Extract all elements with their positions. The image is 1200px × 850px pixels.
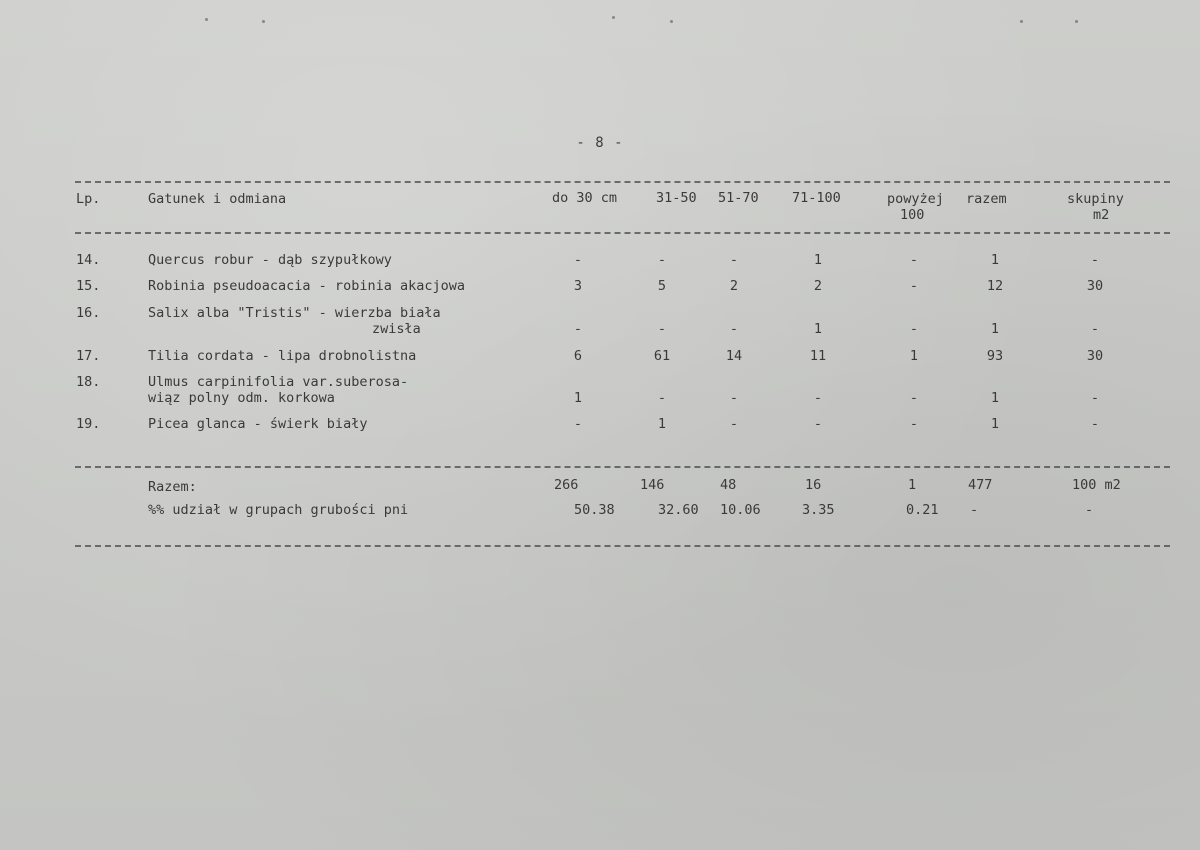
header-col-2: 31-50 [656,190,697,206]
row-total: 93 [986,348,1004,364]
row-col-4: - [813,390,823,406]
summary-percent-col-3: 10.06 [720,502,761,518]
row-total: 12 [986,278,1004,294]
summary-percent-col-2: 32.60 [658,502,699,518]
row-col-3: 14 [725,348,743,364]
row-col-1: - [573,416,583,432]
summary-total-col-4: 16 [805,477,822,493]
row-col-5: - [909,390,919,406]
row-total: 1 [990,390,1000,406]
row-lp: 15. [76,278,101,294]
row-col-5: - [909,252,919,268]
row-species: Ulmus carpinifolia var.suberosa- [148,374,409,390]
rule-body-end [75,466,1170,468]
header-col-1: do 30 cm [552,190,618,206]
row-lp: 18. [76,374,101,390]
row-col-1: 1 [573,390,583,406]
header-groups-b: m2 [1093,207,1110,223]
row-col-4: 2 [813,278,823,294]
header-col-4: 71-100 [792,190,841,206]
row-col-3: - [729,252,739,268]
row-col-3: - [729,390,739,406]
row-col-4: - [813,416,823,432]
header-total: razem [966,191,1007,207]
row-lp: 16. [76,305,101,321]
scan-speck [262,20,265,23]
header-col-5b: 100 [900,207,925,223]
rule-bottom [75,545,1170,547]
row-species-cont: zwisła [372,321,421,337]
row-groups: - [1090,252,1100,268]
row-species: Salix alba "Tristis" - wierzba biała [148,305,441,321]
row-species: Tilia cordata - lipa drobnolistna [148,348,417,364]
row-total: 1 [990,416,1000,432]
header-col-3: 51-70 [718,190,759,206]
page-number: - 8 - [576,135,624,151]
row-col-5: - [909,416,919,432]
summary-percent-groups: - [1085,502,1094,518]
summary-total-col-3: 48 [720,477,737,493]
header-lp: Lp. [76,191,101,207]
header-col-5a: powyżej [887,191,944,207]
row-col-2: 1 [657,416,667,432]
row-total: 1 [990,252,1000,268]
summary-percent-col-5: 0.21 [906,502,939,518]
row-species-cont: wiąz polny odm. korkowa [148,390,335,406]
row-total: 1 [990,321,1000,337]
row-groups: - [1090,321,1100,337]
summary-total-total: 477 [968,477,993,493]
row-col-5: - [909,278,919,294]
row-groups: - [1090,416,1100,432]
scan-speck [205,18,208,21]
scan-speck [612,16,615,19]
scan-speck [1020,20,1023,23]
row-col-4: 1 [813,321,823,337]
row-col-1: - [573,252,583,268]
rule-header [75,232,1170,234]
row-groups: 30 [1086,278,1104,294]
row-col-4: 11 [809,348,827,364]
row-col-2: - [657,252,667,268]
summary-percent-total: - [970,502,979,518]
summary-total-col-1: 266 [554,477,579,493]
row-col-3: - [729,321,739,337]
summary-total-groups: 100 m2 [1072,477,1121,493]
row-col-2: - [657,390,667,406]
row-col-5: 1 [909,348,919,364]
row-species: Quercus robur - dąb szypułkowy [148,252,392,268]
summary-total-col-5: 1 [908,477,917,493]
summary-percent-col-1: 50.38 [574,502,615,518]
row-species: Robinia pseudoacacia - robinia akacjowa [148,278,465,294]
summary-percent-label: %% udział w grupach grubości pni [148,502,409,518]
scan-speck [670,20,673,23]
row-groups: - [1090,390,1100,406]
row-lp: 19. [76,416,101,432]
row-col-2: - [657,321,667,337]
summary-percent-col-4: 3.35 [802,502,835,518]
row-lp: 17. [76,348,101,364]
row-col-2: 61 [653,348,671,364]
row-col-5: - [909,321,919,337]
row-lp: 14. [76,252,101,268]
header-species: Gatunek i odmiana [148,191,287,207]
row-groups: 30 [1086,348,1104,364]
row-species: Picea glanca - świerk biały [148,416,368,432]
scan-speck [1075,20,1078,23]
row-col-3: - [729,416,739,432]
rule-top [75,181,1170,183]
row-col-3: 2 [729,278,739,294]
header-groups-a: skupiny [1067,191,1124,207]
row-col-4: 1 [813,252,823,268]
summary-total-col-2: 146 [640,477,665,493]
summary-total-label: Razem: [148,479,197,495]
row-col-1: 3 [573,278,583,294]
row-col-1: 6 [573,348,583,364]
row-col-2: 5 [657,278,667,294]
row-col-1: - [573,321,583,337]
